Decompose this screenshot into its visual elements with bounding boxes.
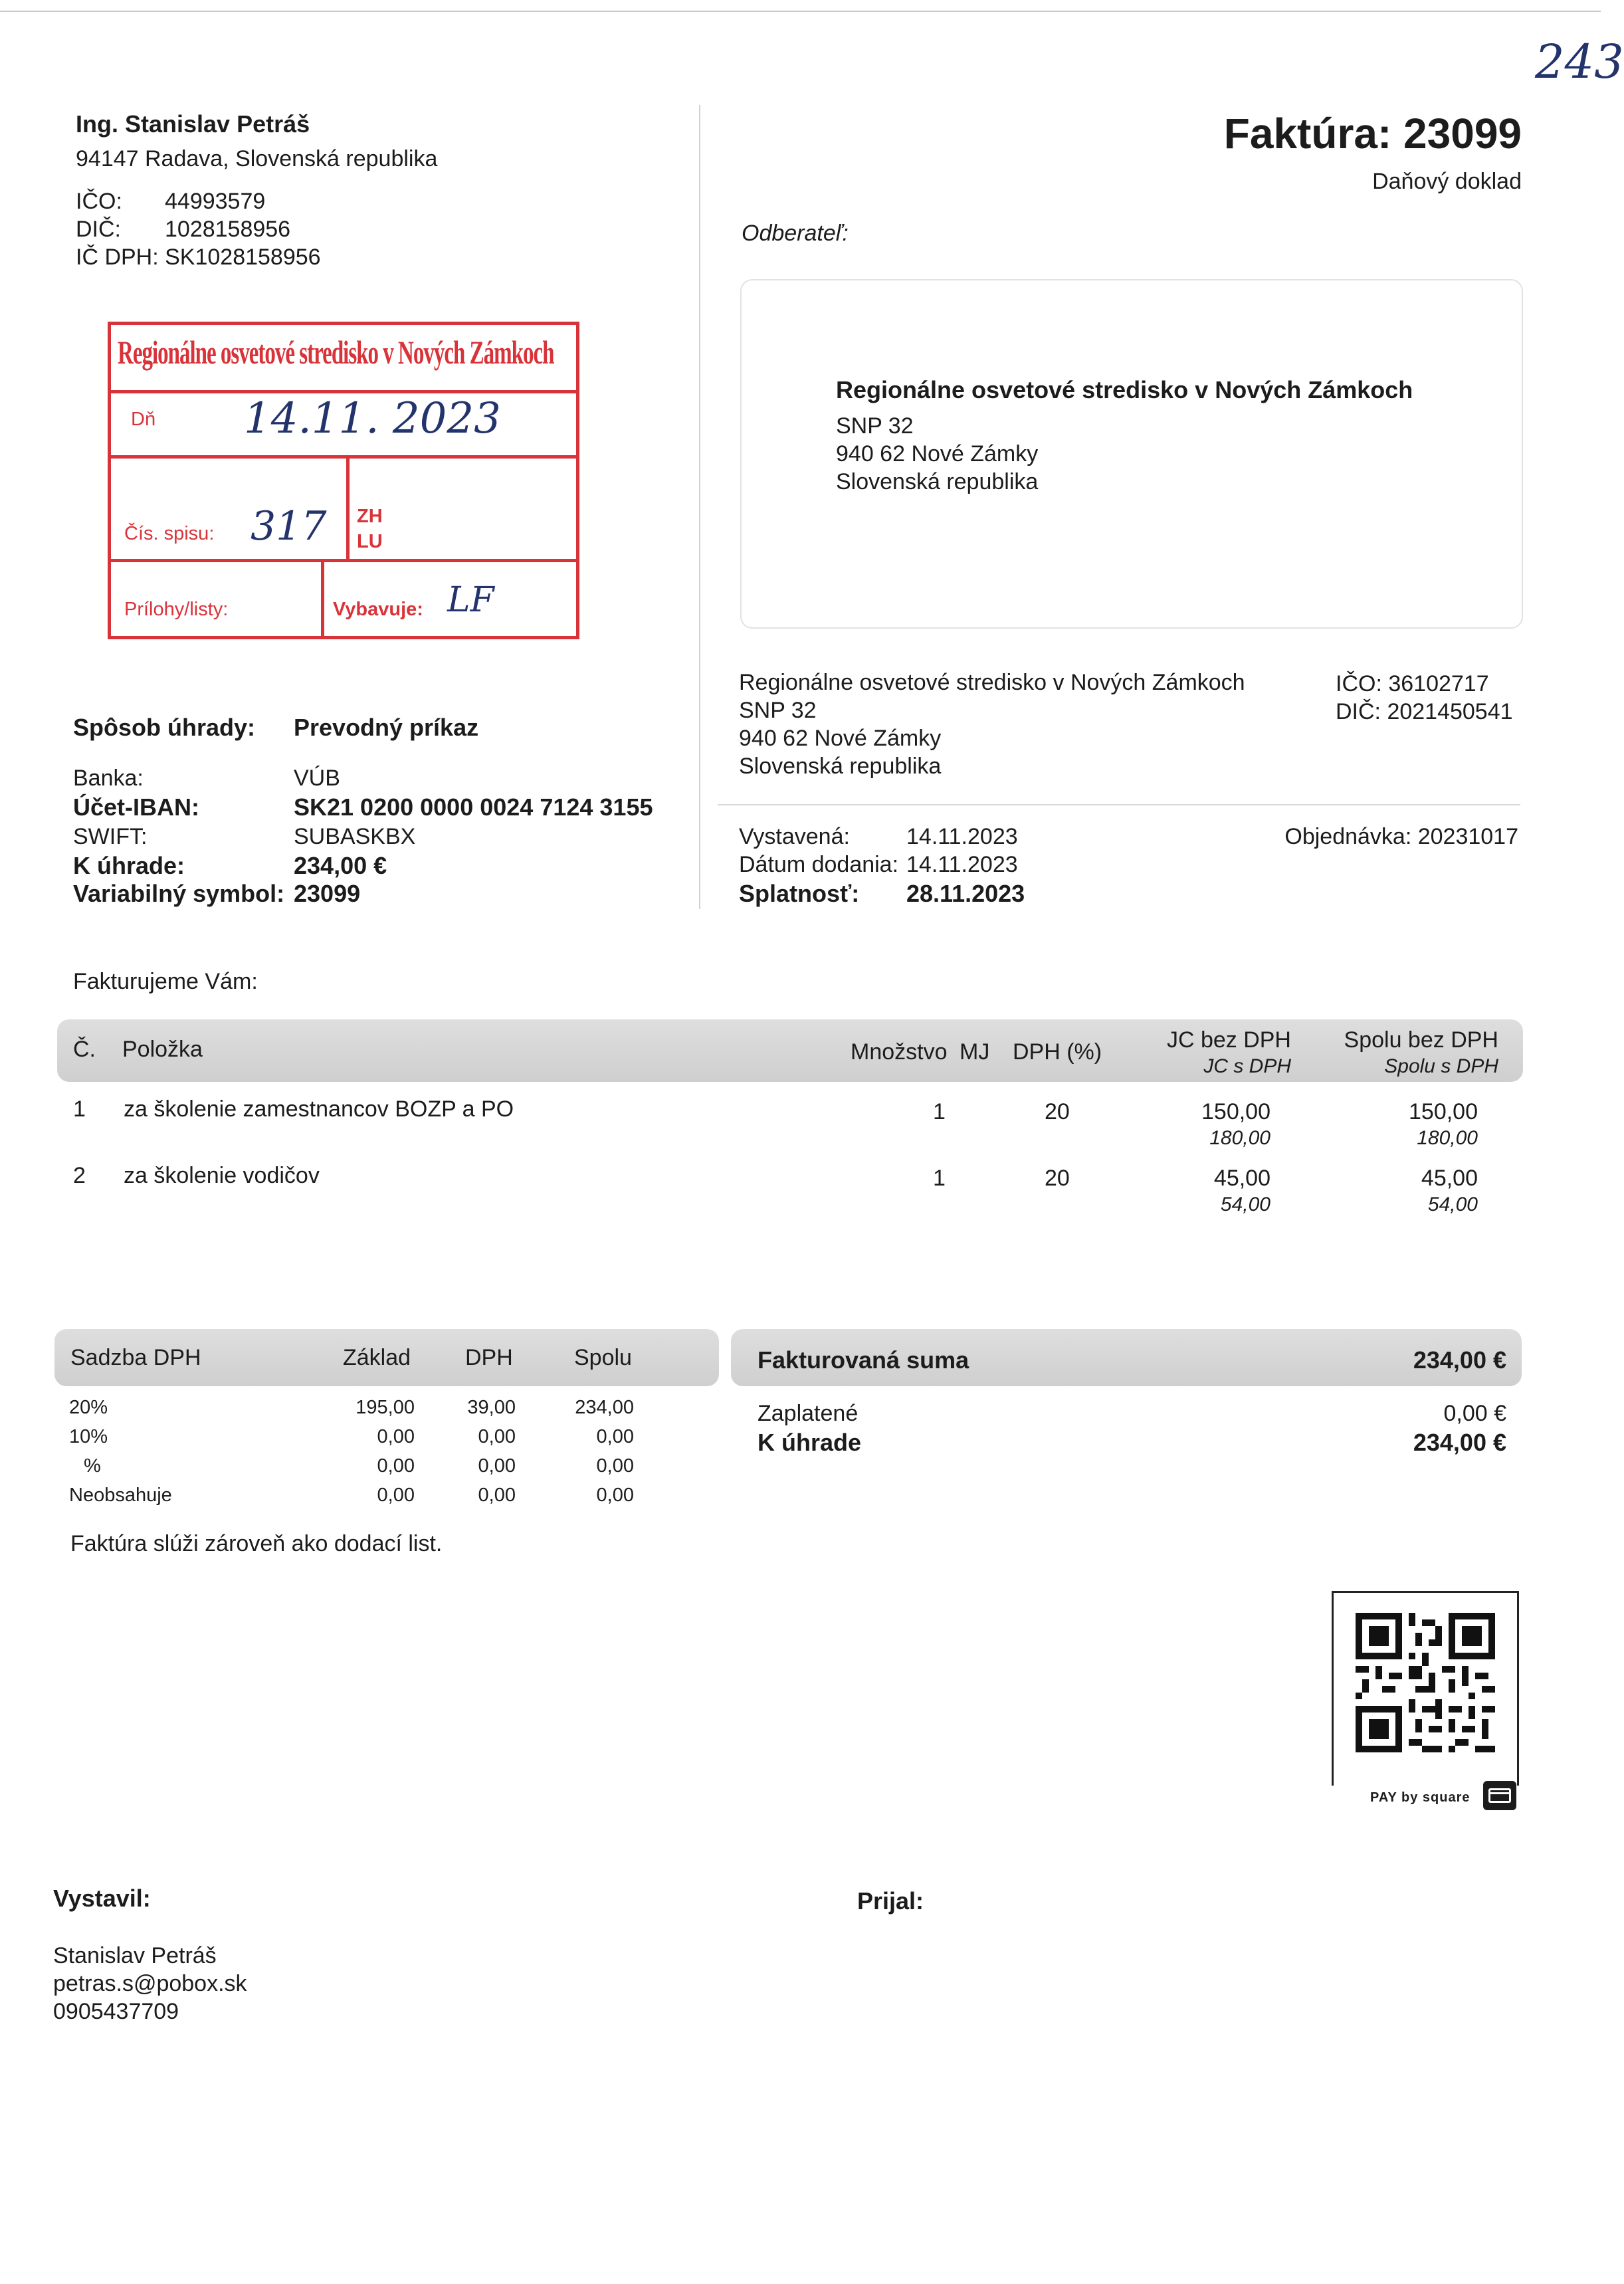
supplier-address: 94147 Radava, Slovenská republika: [76, 146, 438, 171]
vat-header-rate: Sadzba DPH: [70, 1345, 201, 1370]
vat-base: 0,00: [377, 1426, 415, 1447]
delivery-note-text: Faktúra slúži zároveň ako dodací list.: [70, 1531, 443, 1556]
stamp-rule-v1: [346, 455, 350, 559]
stamp-file-label: Čís. spisu:: [124, 523, 215, 544]
supplier-name: Ing. Stanislav Petráš: [76, 110, 310, 138]
supplier-icdph: IČ DPH: SK1028158956: [76, 245, 321, 270]
row-no: 1: [73, 1096, 86, 1122]
vat-total: 0,00: [596, 1485, 634, 1506]
vat-total: 0,00: [596, 1426, 634, 1447]
bank-label: Banka:: [73, 766, 144, 791]
received-label: Prijal:: [857, 1887, 924, 1915]
stamp-handler-handwritten: LF: [447, 580, 494, 620]
delivery-label: Dátum dodania:: [739, 852, 899, 877]
swift-label: SWIFT:: [73, 824, 148, 849]
row-item: za školenie vodičov: [124, 1163, 320, 1188]
supplier-dic-label: DIČ:: [76, 217, 121, 242]
customer-street: SNP 32: [836, 413, 914, 439]
variable-symbol-label: Variabilný symbol:: [73, 880, 285, 907]
col-header-vat: DPH (%): [1013, 1039, 1102, 1065]
billing-ico: IČO: 36102717: [1336, 671, 1489, 696]
vat-header-total: Spolu: [574, 1345, 632, 1370]
paid-value: 0,00 €: [1443, 1401, 1506, 1426]
issuer-name: Stanislav Petráš: [53, 1943, 217, 1968]
customer-country: Slovenská republika: [836, 469, 1039, 494]
column-divider: [699, 105, 700, 909]
row-total: 45,00: [1421, 1166, 1478, 1191]
vat-base: 195,00: [355, 1397, 415, 1418]
vat-header-vat: DPH: [465, 1345, 513, 1370]
row-vat: 20: [1045, 1166, 1070, 1191]
issuer-phone: 0905437709: [53, 1999, 179, 2024]
vat-rate: Neobsahuje: [69, 1485, 172, 1506]
iban-value: SK21 0200 0000 0024 7124 3155: [294, 793, 653, 821]
order-number: Objednávka: 20231017: [1284, 824, 1518, 849]
row-vat: 20: [1045, 1099, 1070, 1124]
bank-value: VÚB: [294, 766, 340, 791]
row-qty: 1: [933, 1166, 946, 1191]
customer-city: 940 62 Nové Zámky: [836, 441, 1039, 467]
variable-symbol-value: 23099: [294, 880, 361, 907]
stamp-rule-1: [111, 390, 576, 393]
vat-row: [0, 1426, 664, 1455]
vat-vat: 0,00: [478, 1455, 516, 1477]
vat-base: 0,00: [377, 1455, 415, 1477]
qr-frame: [1332, 1591, 1519, 1786]
vat-total: 0,00: [596, 1455, 634, 1477]
stamp-file-handwritten: 317: [251, 503, 327, 550]
billing-city: 940 62 Nové Zámky: [739, 726, 942, 751]
invoice-title: Faktúra: 23099: [1223, 110, 1522, 157]
col-header-total: Spolu bez DPH: [1344, 1027, 1498, 1053]
vat-rate: %: [84, 1455, 101, 1477]
stamp-date-handwritten: 14.11. 2023: [244, 394, 501, 443]
row-total-vat: 54,00: [1427, 1194, 1478, 1215]
billing-dic: DIČ: 2021450541: [1336, 699, 1513, 724]
table-row: [57, 1156, 1523, 1220]
stamp-lu: LU: [357, 531, 383, 552]
col-header-item: Položka: [122, 1037, 203, 1062]
stamp-rule-3: [111, 559, 576, 562]
due-date-value: 28.11.2023: [906, 880, 1025, 907]
payment-method: Prevodný príkaz: [294, 714, 479, 741]
col-header-no: Č.: [73, 1037, 96, 1062]
col-header-qty: Množstvo: [851, 1039, 948, 1065]
col-header-unit-price: JC bez DPH: [1166, 1027, 1291, 1053]
row-total-vat: 180,00: [1417, 1127, 1478, 1149]
row-unit-price-vat: 180,00: [1209, 1127, 1270, 1149]
scan-edge-line: [0, 11, 1601, 12]
issued-label: Vystavená:: [739, 824, 850, 849]
row-item: za školenie zamestnancov BOZP a PO: [124, 1096, 514, 1122]
vat-vat: 39,00: [467, 1397, 516, 1418]
issued-value: 14.11.2023: [906, 824, 1018, 849]
supplier-ico: 44993579: [165, 189, 266, 214]
stamp-attachments-label: Prílohy/listy:: [124, 599, 229, 620]
billing-street: SNP 32: [739, 698, 817, 723]
paid-label: Zaplatené: [758, 1401, 859, 1426]
vat-total: 234,00: [575, 1397, 634, 1418]
items-header-band: [57, 1019, 1523, 1082]
issuer-email: petras.s@pobox.sk: [53, 1971, 247, 1996]
billing-country: Slovenská republika: [739, 754, 942, 779]
row-unit-price: 45,00: [1213, 1166, 1270, 1191]
vat-row: [0, 1397, 664, 1426]
col-header-unit-price-vat: JC s DPH: [1203, 1055, 1291, 1077]
row-unit-price-vat: 54,00: [1220, 1194, 1270, 1215]
stamp-handler-label: Vybavuje:: [333, 599, 423, 620]
stamp-title: Regionálne osvetové stredisko v Nových Zámkoch: [118, 336, 554, 371]
customer-label: Odberateľ:: [742, 221, 849, 246]
vat-row: [0, 1485, 664, 1514]
vat-vat: 0,00: [478, 1485, 516, 1506]
vat-row: [0, 1455, 664, 1485]
invoice-subtitle: Daňový doklad: [1372, 169, 1522, 194]
swift-value: SUBASKBX: [294, 824, 416, 849]
customer-name: Regionálne osvetové stredisko v Nových Zámkoch: [836, 376, 1413, 403]
vat-rate: 10%: [69, 1426, 108, 1447]
vat-header-base: Základ: [343, 1345, 411, 1370]
qr-caption: PAY by square: [1370, 1790, 1471, 1805]
billing-name: Regionálne osvetové stredisko v Nových Zámkoch: [739, 670, 1245, 695]
supplier-ico-label: IČO:: [76, 189, 122, 214]
delivery-value: 14.11.2023: [906, 852, 1018, 877]
row-qty: 1: [933, 1099, 946, 1124]
col-header-unit: MJ: [960, 1039, 990, 1065]
row-no: 2: [73, 1163, 86, 1188]
intro-text: Fakturujeme Vám:: [73, 969, 258, 994]
summary-due-label: K úhrade: [758, 1429, 862, 1456]
due-value: 234,00 €: [294, 852, 387, 879]
invoiced-value: 234,00 €: [1413, 1346, 1506, 1374]
registry-stamp: [108, 322, 579, 639]
vat-rate: 20%: [69, 1397, 108, 1418]
due-date-label: Splatnosť:: [739, 880, 860, 907]
billing-divider: [718, 804, 1520, 805]
stamp-zh: ZH: [357, 506, 383, 527]
payment-method-label: Spôsob úhrady:: [73, 714, 256, 741]
vat-vat: 0,00: [478, 1426, 516, 1447]
invoiced-label: Fakturovaná suma: [758, 1346, 969, 1374]
due-label: K úhrade:: [73, 852, 185, 879]
col-header-total-vat: Spolu s DPH: [1384, 1055, 1498, 1077]
qr-code: [1356, 1613, 1495, 1752]
row-total: 150,00: [1409, 1099, 1478, 1124]
iban-label: Účet-IBAN:: [73, 793, 200, 821]
row-unit-price: 150,00: [1201, 1099, 1270, 1124]
table-row: [57, 1090, 1523, 1154]
stamp-date-label: Dň: [131, 409, 156, 430]
vat-base: 0,00: [377, 1485, 415, 1506]
stamp-rule-v2: [321, 559, 324, 636]
stamp-rule-2: [111, 455, 576, 459]
issued-by-label: Vystavil:: [53, 1885, 151, 1912]
corner-note: 243: [1535, 35, 1624, 89]
summary-due-value: 234,00 €: [1413, 1429, 1506, 1456]
supplier-dic: 1028158956: [165, 217, 291, 242]
pay-by-square-icon: [1483, 1781, 1516, 1810]
